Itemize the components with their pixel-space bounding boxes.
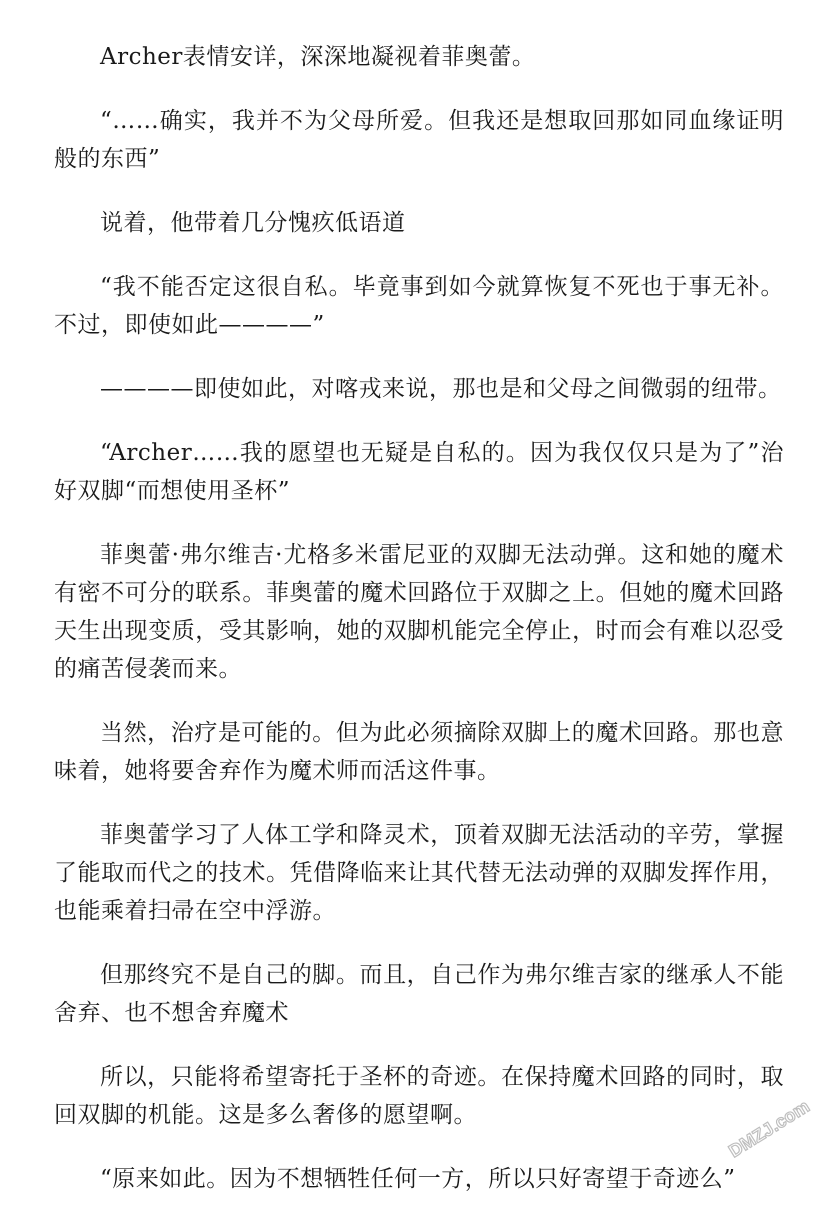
document-body <box>54 38 784 1224</box>
paragraph-2: “……确实，我并不为父母所爱。但我还是想取回那如同血缘证明般的东西” <box>54 108 784 172</box>
paragraph-7: 菲奥蕾·弗尔维吉·尤格多米雷尼亚的双脚无法动弹。这和她的魔术有密不可分的联系。菲奥蕾的魔术回路位于双脚之上。但她的魔术回路天生出现变质，受其影响，她的双脚机能完全停止，时而会有难以忍受的痛苦侵袭而来。 <box>54 542 784 682</box>
paragraph-1: Archer表情安详，深深地凝视着菲奥蕾。 <box>100 44 536 70</box>
paragraph-5: ————即使如此，对喀戎来说，那也是和父母之间微弱的纽带。 <box>100 376 782 402</box>
paragraph-10: 但那终究不是自己的脚。而且，自己作为弗尔维吉家的继承人不能舍弃、也不想舍弃魔术 <box>54 962 784 1026</box>
paragraph-4: “我不能否定这很自私。毕竟事到如今就算恢复不死也于事无补。不过，即使如此————” <box>54 274 784 338</box>
paragraph-3: 说着，他带着几分愧疚低语道 <box>100 210 406 236</box>
paragraph-8: 当然，治疗是可能的。但为此必须摘除双脚上的魔术回路。那也意味着，她将要舍弃作为魔术师而活这件事。 <box>54 720 784 784</box>
paragraph-6: “Archer……我的愿望也无疑是自私的。因为我仅仅只是为了”治好双脚“而想使用圣杯” <box>54 440 784 504</box>
watermark-text: DMZJ.com <box>725 1096 813 1162</box>
paragraph-11: 所以，只能将希望寄托于圣杯的奇迹。在保持魔术回路的同时，取回双脚的机能。这是多么奢侈的愿望啊。 <box>54 1064 784 1128</box>
paragraph-12: “原来如此。因为不想牺牲任何一方，所以只好寄望于奇迹么” <box>100 1166 736 1192</box>
paragraph-9: 菲奥蕾学习了人体工学和降灵术，顶着双脚无法活动的辛劳，掌握了能取而代之的技术。凭借降临来让其代替无法动弹的双脚发挥作用，也能乘着扫帚在空中浮游。 <box>54 822 784 924</box>
